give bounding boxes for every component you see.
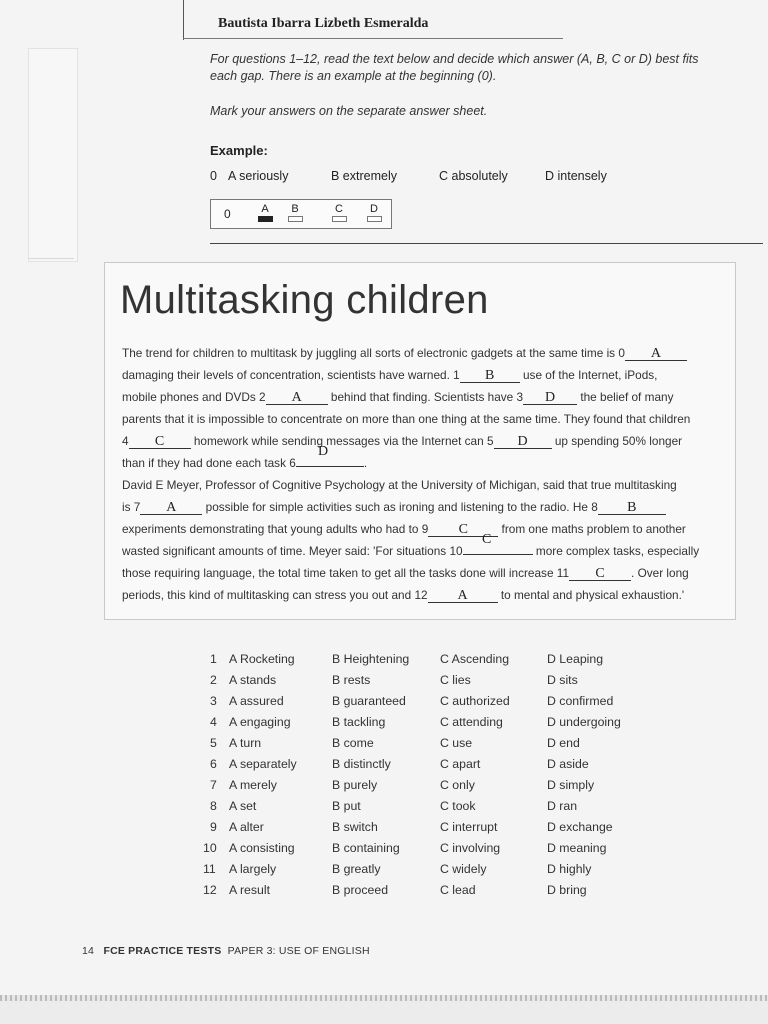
gap-7: A — [140, 501, 202, 515]
gap-6-handwritten: D — [318, 444, 329, 459]
article-line-6: than if they had done each task 6 . — [122, 456, 368, 470]
gap-11: C — [569, 567, 631, 581]
answer-sheet-note: Mark your answers on the separate answer sheet. — [210, 104, 488, 118]
article-line-4: parents that it is impossible to concentrate on more than one thing at the same time. They found that children — [122, 412, 691, 426]
gap-12: A — [428, 589, 498, 603]
article-line-8: is 7 A possible for simple activities such as ironing and listening to the radio. He 8 B — [122, 500, 666, 515]
page-edge-rule — [28, 258, 74, 259]
page-footer — [82, 945, 370, 957]
answer-grid-option-a: A — [257, 203, 273, 222]
name-underline — [183, 38, 563, 39]
article-line-2: damaging their levels of concentration, scientists have warned. 1 B use of the Internet, iPods, — [122, 368, 658, 383]
example-option-a: A seriously — [228, 169, 289, 183]
answer-grid-option-b: B — [287, 203, 303, 222]
gap-0: A — [625, 347, 687, 361]
gap-4: C — [129, 435, 191, 449]
example-option-d: D intensely — [545, 169, 607, 183]
article-line-9: experiments demonstrating that young adults who had to 9 C from one maths problem to another — [122, 522, 686, 537]
answer-grid-option-c: C — [331, 203, 347, 222]
gap-2: A — [266, 391, 328, 405]
gap-3: D — [523, 391, 577, 405]
gap-6 — [296, 466, 364, 467]
example-option-b: B extremely — [331, 169, 397, 183]
article-line-12: periods, this kind of multitasking can stress you out and 12 A to mental and physical exhaustion.' — [122, 588, 685, 603]
footer-paper: PAPER 3: USE OF ENGLISH — [227, 945, 370, 957]
scan-margin — [0, 1001, 768, 1024]
instructions — [210, 51, 710, 138]
article-line-11: those requiring language, the total time taken to get all the tasks done will increase 11 C . Over long — [122, 566, 689, 581]
article-line-10: wasted significant amounts of time. Meyer said: 'For situations 10 more complex tasks, especially — [122, 544, 700, 558]
answer-grid-number: 0 — [224, 207, 231, 221]
article-line-5: 4 C homework while sending messages via the Internet can 5 D up spending 50% longer — [122, 434, 683, 449]
page-number: 14 — [82, 945, 95, 957]
footer-series: FCE PRACTICE TESTS — [103, 945, 222, 957]
article-line-1: The trend for children to multitask by juggling all sorts of electronic gadgets at the same time is 0 A — [122, 346, 687, 361]
student-name: Bautista Ibarra Lizbeth Esmeralda — [218, 16, 429, 31]
previous-page-edge — [28, 48, 78, 262]
example-answer-grid — [210, 199, 392, 229]
gap-9: C — [428, 523, 498, 537]
gap-5: D — [494, 435, 552, 449]
gap-10-handwritten: C — [482, 532, 492, 547]
instructions-text: For questions 1–12, read the text below and decide which answer (A, B, C or D) best fits each gap. There is an example at the beginning (0). — [210, 52, 699, 83]
header-divider — [183, 0, 184, 40]
article-title: Multitasking children — [120, 278, 489, 322]
section-divider — [210, 243, 763, 244]
gap-10 — [463, 554, 533, 555]
example-label: Example: — [210, 143, 268, 158]
answer-grid-option-d: D — [366, 203, 382, 222]
example-number: 0 — [210, 169, 217, 183]
gap-1: B — [460, 369, 520, 383]
gap-8: B — [598, 501, 666, 515]
article-line-7: David E Meyer, Professor of Cognitive Psychology at the University of Michigan, said that true multitasking — [122, 478, 677, 492]
example-option-c: C absolutely — [439, 169, 508, 183]
article-line-3: mobile phones and DVDs 2 A behind that finding. Scientists have 3 D the belief of many — [122, 390, 674, 405]
